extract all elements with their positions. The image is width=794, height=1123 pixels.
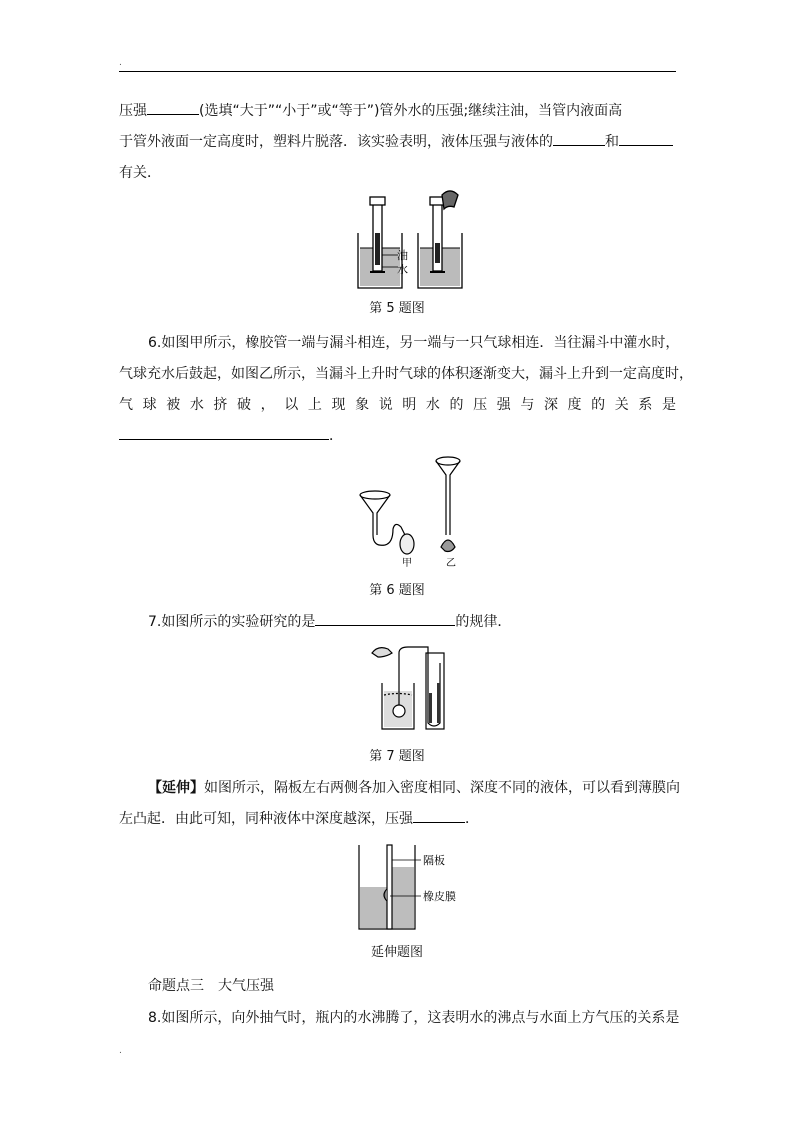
answer-blank[interactable] [147, 101, 199, 115]
footer-dot: . [119, 1046, 122, 1056]
hand [372, 648, 392, 657]
answer-blank[interactable] [413, 809, 465, 823]
ext-line-1 [148, 778, 680, 798]
q5-line2-and: 和 [605, 134, 619, 150]
ext-line-2 [119, 809, 676, 829]
section-3-title: 命题点三 大气压强 [148, 978, 274, 994]
answer-blank[interactable] [119, 426, 329, 440]
q5-line1-end: (选填“大于”“小于”或“等于”)管外水的压强;继续注油，当管内液面高 [199, 103, 623, 119]
figure-7 [368, 643, 448, 733]
label-partition: 隔板 [423, 854, 445, 867]
left-liquid [360, 887, 387, 928]
header-dot: . [119, 58, 122, 68]
label-oil: 油 [397, 249, 408, 262]
ext-line1-rest: 如图所示，隔板左右两侧各加入密度相同、深度不同的液体，可以看到薄膜向 [204, 780, 680, 796]
figure-5-caption: 第 5 题图 [369, 301, 425, 316]
ext-line2-start: 左凸起．由此可知，同种液体中深度越深，压强 [119, 811, 413, 827]
q5-line-1 [119, 101, 676, 121]
q6-line4-end: ． [329, 428, 343, 444]
q7-line [148, 612, 676, 632]
q5-line-2 [119, 132, 676, 152]
q5-line-3: 有关． [119, 165, 161, 181]
label-yi: 乙 [446, 558, 456, 569]
q6-line-1: 6.如图甲所示，橡胶管一端与漏斗相连，另一端与一只气球相连．当往漏斗中灌水时， [148, 335, 680, 351]
q6-line-3: 气 球 被 水 挤 破 ， 以 上 现 象 说 明 水 的 压 强 与 深 度 的 关 系 是 [119, 397, 676, 413]
ext-line2-end: ． [465, 811, 479, 827]
figure-6-caption: 第 6 题图 [369, 583, 425, 598]
q7-line-start: 7.如图所示的实验研究的是 [148, 614, 316, 630]
q5-line1-start: 压强 [119, 103, 147, 119]
figure-5 [350, 193, 470, 293]
funnel-jia [360, 491, 414, 554]
header-rule [119, 71, 676, 72]
q6-line-4 [119, 426, 676, 446]
figure-ext [357, 843, 472, 931]
figure-ext-caption: 延伸题图 [370, 945, 423, 960]
partition [387, 845, 392, 929]
figure-6 [355, 455, 470, 570]
left-beaker [358, 197, 402, 288]
answer-blank[interactable] [619, 132, 673, 146]
label-jia: 甲 [402, 558, 412, 569]
probe [393, 705, 405, 717]
q7-line-end: 的规律． [455, 614, 512, 630]
q5-line2-start: 于管外液面一定高度时，塑料片脱落．该实验表明，液体压强与液体的 [119, 134, 553, 150]
answer-blank[interactable] [315, 612, 455, 626]
label-water: 水 [397, 263, 408, 276]
figure-7-caption: 第 7 题图 [369, 749, 425, 764]
q8-line-1: 8.如图所示，向外抽气时，瓶内的水沸腾了，这表明水的沸点与水面上方气压的关系是 [148, 1010, 680, 1026]
q6-line-2: 气球充水后鼓起，如图乙所示，当漏斗上升时气球的体积逐渐变大，漏斗上升到一定高度时， [119, 366, 693, 382]
label-membrane: 橡皮膜 [423, 890, 456, 903]
right-beaker [418, 191, 462, 288]
answer-blank[interactable] [553, 132, 605, 146]
right-liquid [392, 867, 414, 928]
funnel-yi [436, 457, 460, 552]
ext-tag: 【延伸】 [148, 780, 204, 796]
